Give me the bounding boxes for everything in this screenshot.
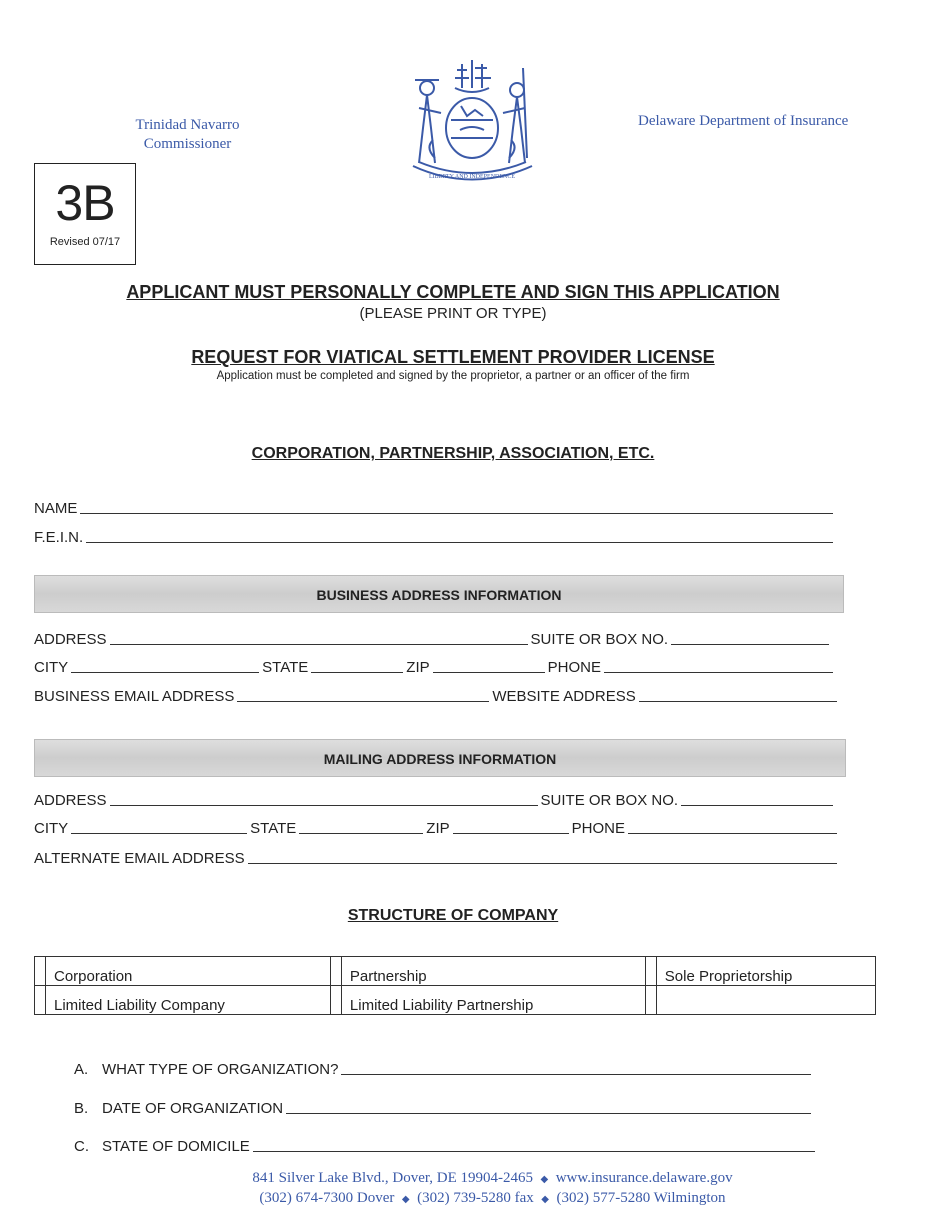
llp-checkbox[interactable] (330, 986, 341, 1015)
footer-separator: ◆ (541, 1194, 549, 1205)
name-input[interactable] (80, 512, 833, 514)
mailing-city-row (34, 820, 840, 837)
business-suite-input[interactable] (671, 643, 829, 645)
alt-email-row (34, 850, 840, 867)
alt-email-input[interactable] (248, 862, 837, 864)
llc-checkbox[interactable] (35, 986, 46, 1015)
footer-separator: ◆ (540, 1174, 549, 1185)
website-label: WEBSITE ADDRESS (492, 688, 636, 705)
question-b-letter: B. (74, 1100, 89, 1117)
empty-checkbox[interactable] (645, 986, 656, 1015)
corporation-checkbox[interactable] (35, 957, 46, 986)
business-address-input[interactable] (110, 643, 528, 645)
business-zip-input[interactable] (433, 671, 545, 673)
department-name: Delaware Department of Insurance (638, 113, 849, 129)
delaware-seal-icon (405, 58, 540, 186)
mailing-zip-input[interactable] (453, 832, 569, 834)
print-note: (PLEASE PRINT OR TYPE) (359, 305, 547, 322)
business-address-heading: BUSINESS ADDRESS INFORMATION (34, 575, 844, 613)
business-state-input[interactable] (311, 671, 403, 673)
organization-date-input[interactable] (286, 1112, 811, 1114)
business-city-input[interactable] (71, 671, 259, 673)
partnership-checkbox[interactable] (330, 957, 341, 986)
commissioner-name: Trinidad Navarro (135, 117, 240, 133)
question-a-text: WHAT TYPE OF ORGANIZATION? (102, 1061, 339, 1078)
state-domicile-input[interactable] (253, 1150, 815, 1152)
structure-row (35, 957, 876, 986)
question-c-text: STATE OF DOMICILE (102, 1138, 250, 1155)
footer-address: 841 Silver Lake Blvd., Dover, DE 19904-2465 (252, 1170, 534, 1186)
business-phone-label: PHONE (547, 659, 601, 676)
mailing-address-heading: MAILING ADDRESS INFORMATION (34, 739, 846, 777)
form-badge (34, 163, 136, 265)
form-code: 3B (55, 175, 115, 231)
question-b-text: DATE OF ORGANIZATION (102, 1100, 284, 1117)
footer-line-1 (0, 1169, 950, 1189)
business-address-label: ADDRESS (34, 631, 107, 648)
mailing-suite-label: SUITE OR BOX NO. (540, 792, 679, 809)
business-email-row (34, 688, 840, 705)
mailing-address-row (34, 792, 836, 809)
fein-label: F.E.I.N. (34, 529, 84, 546)
footer-fax: (302) 739-5280 fax (417, 1190, 534, 1206)
structure-heading: STRUCTURE OF COMPANY (347, 907, 559, 924)
fein-input[interactable] (86, 541, 833, 543)
footer-line-2 (0, 1189, 950, 1209)
mailing-state-input[interactable] (299, 832, 423, 834)
commissioner-title: Commissioner (143, 136, 232, 152)
question-a-row (74, 1061, 814, 1078)
question-c-row (74, 1138, 818, 1155)
business-city-label: CITY (34, 659, 69, 676)
alt-email-label: ALTERNATE EMAIL ADDRESS (34, 850, 245, 867)
mailing-suite-input[interactable] (681, 804, 833, 806)
mailing-state-label: STATE (250, 820, 297, 837)
sole-proprietorship-checkbox[interactable] (645, 957, 656, 986)
llc-label: Limited Liability Company (46, 986, 331, 1015)
corporation-label: Corporation (46, 957, 331, 986)
footer-phone-dover: (302) 674-7300 Dover (259, 1190, 395, 1206)
mailing-phone-input[interactable] (628, 832, 837, 834)
business-state-label: STATE (262, 659, 309, 676)
mailing-address-input[interactable] (110, 804, 538, 806)
entity-title: CORPORATION, PARTNERSHIP, ASSOCIATION, ETC. (251, 445, 655, 462)
mailing-zip-label: ZIP (426, 820, 450, 837)
business-email-label: BUSINESS EMAIL ADDRESS (34, 688, 235, 705)
question-c-letter: C. (74, 1138, 89, 1155)
mailing-city-input[interactable] (71, 832, 247, 834)
business-address-row (34, 631, 832, 648)
footer (0, 1169, 950, 1209)
footer-website[interactable]: www.insurance.delaware.gov (555, 1170, 733, 1186)
request-title: REQUEST FOR VIATICAL SETTLEMENT PROVIDER LICENSE (191, 347, 715, 367)
mailing-address-label: ADDRESS (34, 792, 107, 809)
organization-type-input[interactable] (341, 1073, 811, 1075)
mailing-phone-label: PHONE (571, 820, 625, 837)
name-row (34, 500, 836, 517)
structure-table (34, 956, 876, 1015)
commissioner-block (110, 116, 265, 154)
question-a-letter: A. (74, 1061, 89, 1078)
seal-motto: LIBERTY AND INDEPENDENCE (428, 174, 516, 180)
business-city-row (34, 659, 836, 676)
applicant-notice: APPLICANT MUST PERSONALLY COMPLETE AND SIGN THIS APPLICATION (126, 282, 780, 302)
business-email-input[interactable] (237, 700, 489, 702)
form-revised: Revised 07/17 (49, 236, 121, 248)
request-note: Application must be completed and signed by the proprietor, a partner or an officer of the firm (216, 370, 690, 382)
footer-phone-wilmington: (302) 577-5280 Wilmington (556, 1190, 726, 1206)
structure-row (35, 986, 876, 1015)
name-label: NAME (34, 500, 78, 517)
question-b-row (74, 1100, 814, 1117)
empty-cell (656, 986, 875, 1015)
llp-label: Limited Liability Partnership (341, 986, 645, 1015)
partnership-label: Partnership (341, 957, 645, 986)
business-phone-input[interactable] (604, 671, 833, 673)
website-input[interactable] (639, 700, 837, 702)
fein-row (34, 529, 836, 546)
business-zip-label: ZIP (406, 659, 430, 676)
footer-separator: ◆ (401, 1194, 410, 1205)
sole-proprietorship-label: Sole Proprietorship (656, 957, 875, 986)
mailing-city-label: CITY (34, 820, 69, 837)
business-suite-label: SUITE OR BOX NO. (530, 631, 669, 648)
